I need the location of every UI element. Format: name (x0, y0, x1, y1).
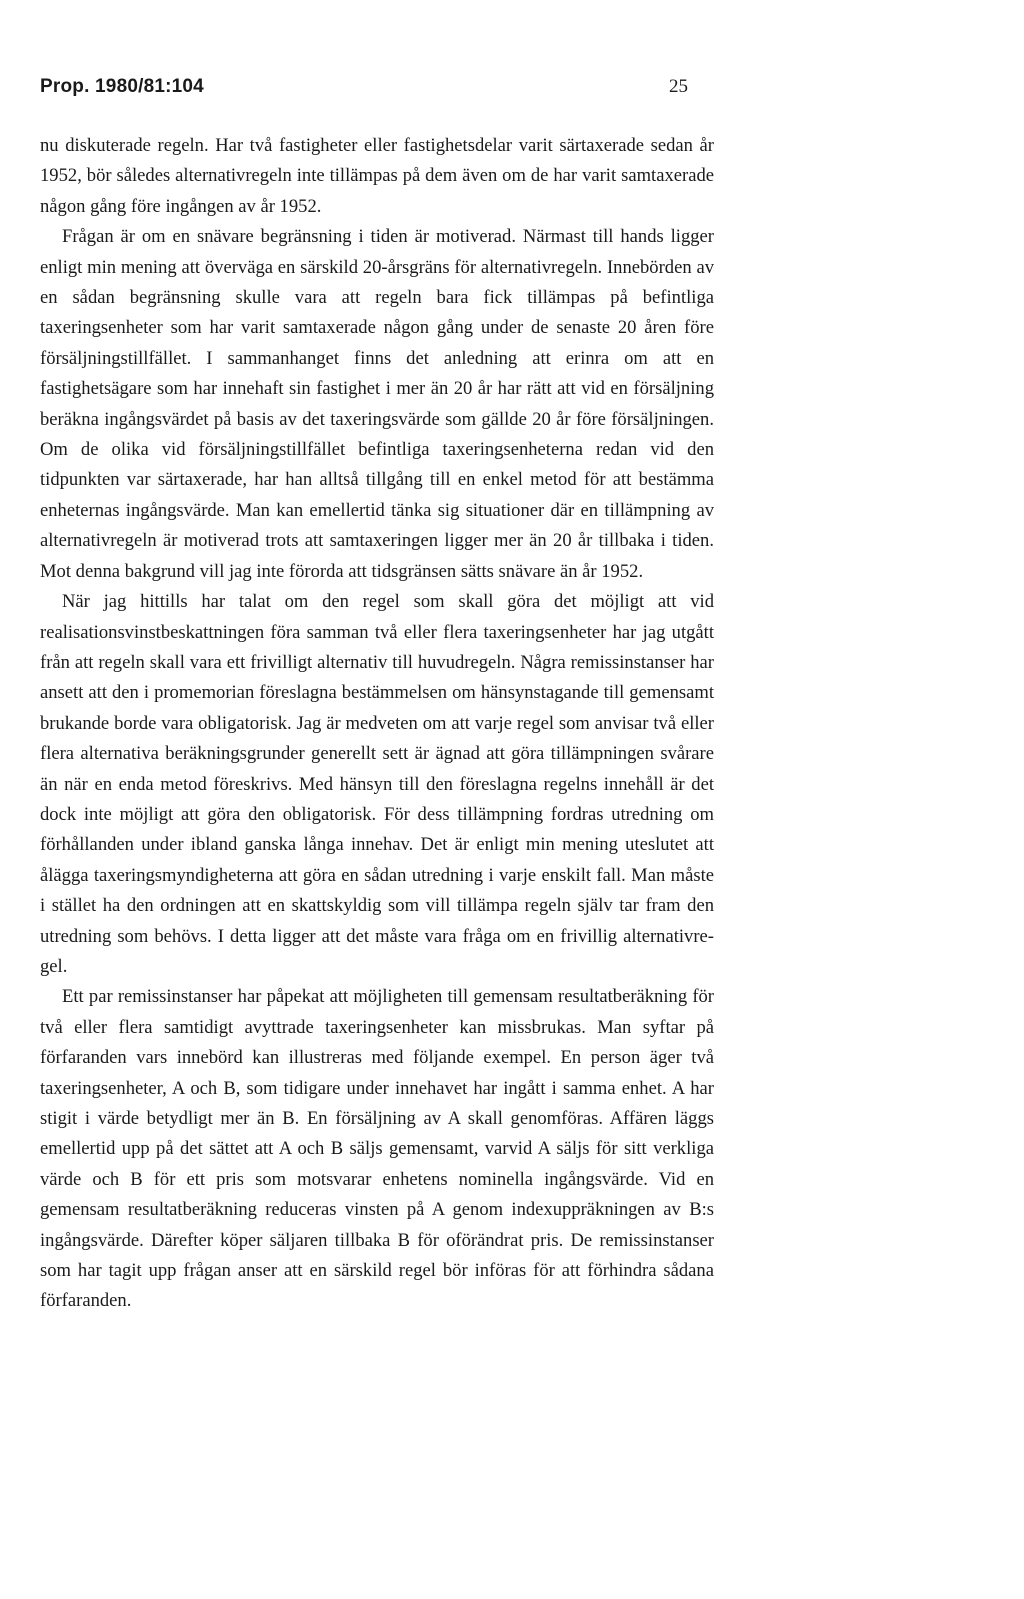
paragraph-3: När jag hittills har talat om den regel som skall göra det möjligt att vid realisationsvinstbeskattningen föra samman två eller flera taxeringsenheter har jag utgått från att regeln skall vara ett frivilligt alternativ till huvudregeln. Några remissinstanser har ansett att den i promemorian föreslagna bestämmelsen om hänsynstagande till gemensamt brukande borde vara obligatorisk. Jag är medveten om att varje regel som anvisar två eller flera alternativa beräkningsgrunder generellt sett är ägnad att göra tillämpningen svårare än när en enda metod föreskrivs. Med hänsyn till den föreslagna regelns innehåll är det dock inte möjligt att göra den obligatorisk. För dess tillämpning fordras utredning om förhållanden under ibland ganska långa innehav. Det är enligt min mening uteslutet att ålägga taxeringsmyndigheterna att göra en sådan utredning i varje enskilt fall. Man måste i stället ha den ordningen att en skattskyldig som vill tillämpa regeln själv tar fram den utredning som behövs. I detta ligger att det måste vara fråga om en frivillig alternativregel. (40, 591, 714, 977)
paragraph-4: Ett par remissinstanser har påpekat att möjligheten till gemensam resultatberäkning för två eller flera samtidigt avyttrade taxeringsenheter kan missbrukas. Man syftar på förfaranden vars innebörd kan illustreras med följande exempel. En person äger två taxeringsenheter, A och B, som tidigare under innehavet har ingått i samma enhet. A har stigit i värde betydligt mer än B. En försäljning av A skall genomföras. Affären läggs emellertid upp på det sättet att A och B säljs gemensamt, varvid A säljs för sitt verkliga värde och B för ett pris som motsvarar enhetens nominella ingångsvärde. Vid en gemensam resultatberäkning reduceras vinsten på A genom indexuppräkningen av B:s ingångsvärde. Därefter köper säljaren tillbaka B för oförändrat pris. De remissinstanser som har tagit upp frågan anser att en särskild regel bör införas för att förhindra sådana förfaranden. (40, 986, 714, 1312)
paragraph-2: Frågan är om en snävare begränsning i tiden är motiverad. Närmast till hands ligger enligt min mening att överväga en särskild 20-årsgräns för alternativregeln. Innebörden av en sådan begränsning skulle vara att regeln bara fick tillämpas på befintliga taxeringsenheter som har varit samtaxerade någon gång under de senaste 20 åren före försäljningstillfället. I sammanhanget finns det anledning att erinra om att en fastighetsägare som har innehaft sin fastighet i mer än 20 år har rätt att vid en försäljning beräkna ingångsvärdet på basis av det taxeringsvärde som gällde 20 år före försäljningen. Om de olika vid försäljningstillfället befintliga taxeringsenheterna redan vid den tidpunkten var särtaxerade, har han alltså tillgång till en enkel metod för att bestämma enheternas ingångsvärde. Man kan emellertid tänka sig situationer där en tillämpning av alternativregeln är motiverad trots att samtaxeringen ligger mer än 20 år tillbaka i tiden. Mot denna bakgrund vill jag inte förorda att tidsgränsen sätts snävare än år 1952. (40, 226, 714, 582)
paragraph-1: nu diskuterade regeln. Har två fastigheter eller fastighetsdelar varit särtaxerade sedan år 1952, bör således alternativregeln inte tillämpas på dem även om de har varit samtaxerade någon gång före ingången av år 1952. (40, 135, 714, 217)
body-text (40, 131, 714, 1317)
page-header (40, 76, 688, 106)
page-number: 25 (669, 76, 688, 97)
document-reference: Prop. 1980/81:104 (40, 76, 204, 97)
